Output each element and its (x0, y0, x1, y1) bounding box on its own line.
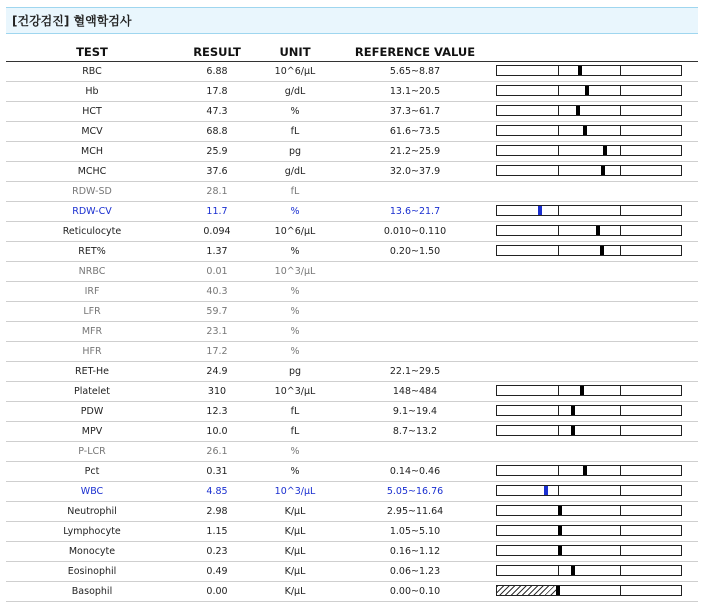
table-row (6, 422, 698, 442)
cell-result: 24.9 (178, 362, 256, 382)
result-marker (558, 546, 562, 555)
cell-test: Basophil (6, 582, 178, 602)
cell-reference: 13.6~21.7 (334, 202, 496, 222)
range-divider (620, 146, 621, 155)
cell-test: Lymphocyte (6, 522, 178, 542)
range-divider (620, 386, 621, 395)
table-row (6, 202, 698, 222)
cell-result: 2.98 (178, 502, 256, 522)
range-divider (558, 206, 559, 215)
result-marker (583, 126, 587, 135)
cell-reference (334, 182, 496, 202)
section-title: [건강검진] 혈액학검사 (12, 14, 132, 28)
result-marker (544, 486, 548, 495)
cell-result: 17.8 (178, 82, 256, 102)
range-bar (496, 145, 682, 156)
cell-test: RET% (6, 242, 178, 262)
cell-test: LFR (6, 302, 178, 322)
cell-range-graph (496, 302, 698, 322)
cell-reference: 8.7~13.2 (334, 422, 496, 442)
result-marker (596, 226, 600, 235)
cell-reference: 2.95~11.64 (334, 502, 496, 522)
table-row (6, 82, 698, 102)
result-marker (601, 166, 605, 175)
cell-test: Platelet (6, 382, 178, 402)
cell-unit: % (256, 442, 334, 462)
table-row (6, 102, 698, 122)
range-divider (620, 486, 621, 495)
cell-test: MCV (6, 122, 178, 142)
cell-range-graph (496, 262, 698, 282)
cell-reference: 0.06~1.23 (334, 562, 496, 582)
cell-unit: 10^6/µL (256, 62, 334, 82)
cell-reference: 5.05~16.76 (334, 482, 496, 502)
cell-unit: % (256, 462, 334, 482)
cell-reference: 37.3~61.7 (334, 102, 496, 122)
table-row (6, 442, 698, 462)
cell-range-graph (496, 222, 698, 242)
range-divider (620, 426, 621, 435)
cell-reference: 5.65~8.87 (334, 62, 496, 82)
cell-range-graph (496, 122, 698, 142)
cell-result: 0.00 (178, 582, 256, 602)
cell-reference: 0.16~1.12 (334, 542, 496, 562)
cell-result: 4.85 (178, 482, 256, 502)
cell-test: RET-He (6, 362, 178, 382)
cell-test: Reticulocyte (6, 222, 178, 242)
table-row (6, 322, 698, 342)
cell-range-graph (496, 242, 698, 262)
cell-test: Pct (6, 462, 178, 482)
cell-range-graph (496, 402, 698, 422)
range-divider (558, 66, 559, 75)
range-bar (496, 505, 682, 516)
table-row (6, 582, 698, 602)
range-bar (496, 405, 682, 416)
cell-range-graph (496, 382, 698, 402)
cell-unit: % (256, 302, 334, 322)
table-row (6, 502, 698, 522)
cell-test: P-LCR (6, 442, 178, 462)
cell-unit: K/µL (256, 522, 334, 542)
cell-range-graph (496, 522, 698, 542)
range-divider (620, 526, 621, 535)
result-marker (558, 506, 562, 515)
cell-result: 68.8 (178, 122, 256, 142)
cell-unit: % (256, 102, 334, 122)
hematology-table (6, 42, 698, 602)
range-divider (620, 406, 621, 415)
cell-result: 1.15 (178, 522, 256, 542)
table-row (6, 362, 698, 382)
range-bar (496, 585, 682, 596)
cell-result: 0.23 (178, 542, 256, 562)
table-row (6, 302, 698, 322)
cell-range-graph (496, 282, 698, 302)
cell-range-graph (496, 62, 698, 82)
col-header-test: TEST (6, 42, 178, 62)
result-marker (585, 86, 589, 95)
cell-reference (334, 282, 496, 302)
range-divider (620, 126, 621, 135)
cell-range-graph (496, 322, 698, 342)
range-bar (496, 85, 682, 96)
cell-reference: 32.0~37.9 (334, 162, 496, 182)
range-divider (620, 506, 621, 515)
cell-range-graph (496, 582, 698, 602)
cell-reference: 61.6~73.5 (334, 122, 496, 142)
result-marker (571, 566, 575, 575)
cell-unit: fL (256, 422, 334, 442)
range-divider (558, 166, 559, 175)
range-divider (558, 246, 559, 255)
cell-unit: K/µL (256, 562, 334, 582)
range-bar (496, 525, 682, 536)
range-divider (558, 86, 559, 95)
range-bar (496, 465, 682, 476)
range-divider (558, 146, 559, 155)
cell-result: 28.1 (178, 182, 256, 202)
cell-result: 6.88 (178, 62, 256, 82)
cell-reference (334, 302, 496, 322)
range-divider (558, 426, 559, 435)
table-row (6, 222, 698, 242)
cell-unit: K/µL (256, 542, 334, 562)
result-marker (583, 466, 587, 475)
result-marker (580, 386, 584, 395)
range-divider (558, 126, 559, 135)
cell-reference (334, 322, 496, 342)
cell-range-graph (496, 542, 698, 562)
cell-result: 25.9 (178, 142, 256, 162)
cell-range-graph (496, 342, 698, 362)
cell-result: 0.094 (178, 222, 256, 242)
cell-unit: % (256, 282, 334, 302)
range-divider (620, 106, 621, 115)
cell-reference (334, 342, 496, 362)
cell-range-graph (496, 82, 698, 102)
range-divider (620, 566, 621, 575)
range-divider (620, 166, 621, 175)
cell-range-graph (496, 442, 698, 462)
range-bar (496, 425, 682, 436)
table-row (6, 262, 698, 282)
cell-range-graph (496, 362, 698, 382)
cell-reference: 0.010~0.110 (334, 222, 496, 242)
result-marker (558, 526, 562, 535)
range-divider (620, 246, 621, 255)
cell-result: 0.01 (178, 262, 256, 282)
cell-unit: % (256, 342, 334, 362)
cell-range-graph (496, 462, 698, 482)
cell-unit: 10^6/µL (256, 222, 334, 242)
table-row (6, 142, 698, 162)
range-divider (558, 566, 559, 575)
range-divider (620, 86, 621, 95)
section-header (6, 7, 698, 34)
table-row (6, 122, 698, 142)
col-header-reference: REFERENCE VALUE (334, 42, 496, 62)
result-marker (600, 246, 604, 255)
cell-test: HFR (6, 342, 178, 362)
cell-reference: 22.1~29.5 (334, 362, 496, 382)
cell-range-graph (496, 422, 698, 442)
cell-range-graph (496, 482, 698, 502)
cell-unit: K/µL (256, 502, 334, 522)
cell-test: RDW-CV (6, 202, 178, 222)
cell-unit: fL (256, 122, 334, 142)
table-row (6, 542, 698, 562)
cell-reference: 148~484 (334, 382, 496, 402)
range-divider (558, 466, 559, 475)
cell-result: 17.2 (178, 342, 256, 362)
range-divider (620, 466, 621, 475)
table-body (6, 62, 698, 602)
table-row (6, 62, 698, 82)
cell-test: HCT (6, 102, 178, 122)
range-bar (496, 125, 682, 136)
cell-result: 0.31 (178, 462, 256, 482)
table-row (6, 382, 698, 402)
cell-range-graph (496, 142, 698, 162)
cell-reference (334, 262, 496, 282)
cell-reference: 21.2~25.9 (334, 142, 496, 162)
result-marker (578, 66, 582, 75)
cell-unit: 10^3/µL (256, 262, 334, 282)
result-marker (556, 586, 560, 595)
table-row (6, 282, 698, 302)
range-divider (620, 586, 621, 595)
range-divider (558, 486, 559, 495)
range-bar (496, 105, 682, 116)
cell-reference: 0.00~0.10 (334, 582, 496, 602)
cell-test: MCH (6, 142, 178, 162)
table-header-row (6, 42, 698, 62)
cell-unit: 10^3/µL (256, 382, 334, 402)
cell-result: 26.1 (178, 442, 256, 462)
range-divider (558, 386, 559, 395)
cell-result: 59.7 (178, 302, 256, 322)
cell-test: Neutrophil (6, 502, 178, 522)
cell-unit: % (256, 322, 334, 342)
cell-range-graph (496, 182, 698, 202)
range-divider (558, 226, 559, 235)
cell-unit: fL (256, 182, 334, 202)
cell-result: 11.7 (178, 202, 256, 222)
cell-test: Hb (6, 82, 178, 102)
cell-reference: 9.1~19.4 (334, 402, 496, 422)
cell-reference (334, 442, 496, 462)
range-divider (558, 106, 559, 115)
result-marker (603, 146, 607, 155)
cell-result: 310 (178, 382, 256, 402)
below-range-hatch (497, 586, 558, 595)
range-bar (496, 545, 682, 556)
cell-unit: % (256, 202, 334, 222)
table-row (6, 242, 698, 262)
table-row (6, 482, 698, 502)
cell-reference: 0.14~0.46 (334, 462, 496, 482)
cell-test: PDW (6, 402, 178, 422)
cell-unit: K/µL (256, 582, 334, 602)
cell-range-graph (496, 562, 698, 582)
cell-test: MFR (6, 322, 178, 342)
range-bar (496, 565, 682, 576)
table-row (6, 462, 698, 482)
table-row (6, 562, 698, 582)
cell-unit: pg (256, 362, 334, 382)
cell-unit: g/dL (256, 162, 334, 182)
col-header-unit: UNIT (256, 42, 334, 62)
col-header-result: RESULT (178, 42, 256, 62)
cell-reference: 0.20~1.50 (334, 242, 496, 262)
result-marker (571, 426, 575, 435)
cell-range-graph (496, 102, 698, 122)
cell-test: MCHC (6, 162, 178, 182)
table-row (6, 182, 698, 202)
range-divider (620, 66, 621, 75)
cell-range-graph (496, 202, 698, 222)
cell-test: NRBC (6, 262, 178, 282)
range-bar (496, 165, 682, 176)
cell-test: WBC (6, 482, 178, 502)
cell-test: IRF (6, 282, 178, 302)
col-header-graph (496, 42, 698, 62)
table-row (6, 342, 698, 362)
cell-result: 0.49 (178, 562, 256, 582)
range-bar (496, 205, 682, 216)
cell-reference: 1.05~5.10 (334, 522, 496, 542)
range-bar (496, 225, 682, 236)
range-divider (620, 546, 621, 555)
range-bar (496, 485, 682, 496)
cell-test: Eosinophil (6, 562, 178, 582)
range-divider (558, 406, 559, 415)
cell-range-graph (496, 162, 698, 182)
cell-result: 47.3 (178, 102, 256, 122)
cell-unit: pg (256, 142, 334, 162)
range-divider (620, 206, 621, 215)
cell-unit: % (256, 242, 334, 262)
result-marker (576, 106, 580, 115)
range-bar (496, 65, 682, 76)
cell-reference: 13.1~20.5 (334, 82, 496, 102)
cell-unit: fL (256, 402, 334, 422)
cell-result: 40.3 (178, 282, 256, 302)
cell-range-graph (496, 502, 698, 522)
result-marker (538, 206, 542, 215)
cell-test: RBC (6, 62, 178, 82)
cell-unit: 10^3/µL (256, 482, 334, 502)
table-row (6, 162, 698, 182)
range-bar (496, 385, 682, 396)
table-row (6, 522, 698, 542)
cell-test: Monocyte (6, 542, 178, 562)
cell-test: RDW-SD (6, 182, 178, 202)
cell-result: 10.0 (178, 422, 256, 442)
cell-result: 37.6 (178, 162, 256, 182)
range-bar (496, 245, 682, 256)
cell-result: 1.37 (178, 242, 256, 262)
cell-result: 23.1 (178, 322, 256, 342)
cell-test: MPV (6, 422, 178, 442)
range-divider (620, 226, 621, 235)
result-marker (571, 406, 575, 415)
cell-unit: g/dL (256, 82, 334, 102)
cell-result: 12.3 (178, 402, 256, 422)
table-row (6, 402, 698, 422)
